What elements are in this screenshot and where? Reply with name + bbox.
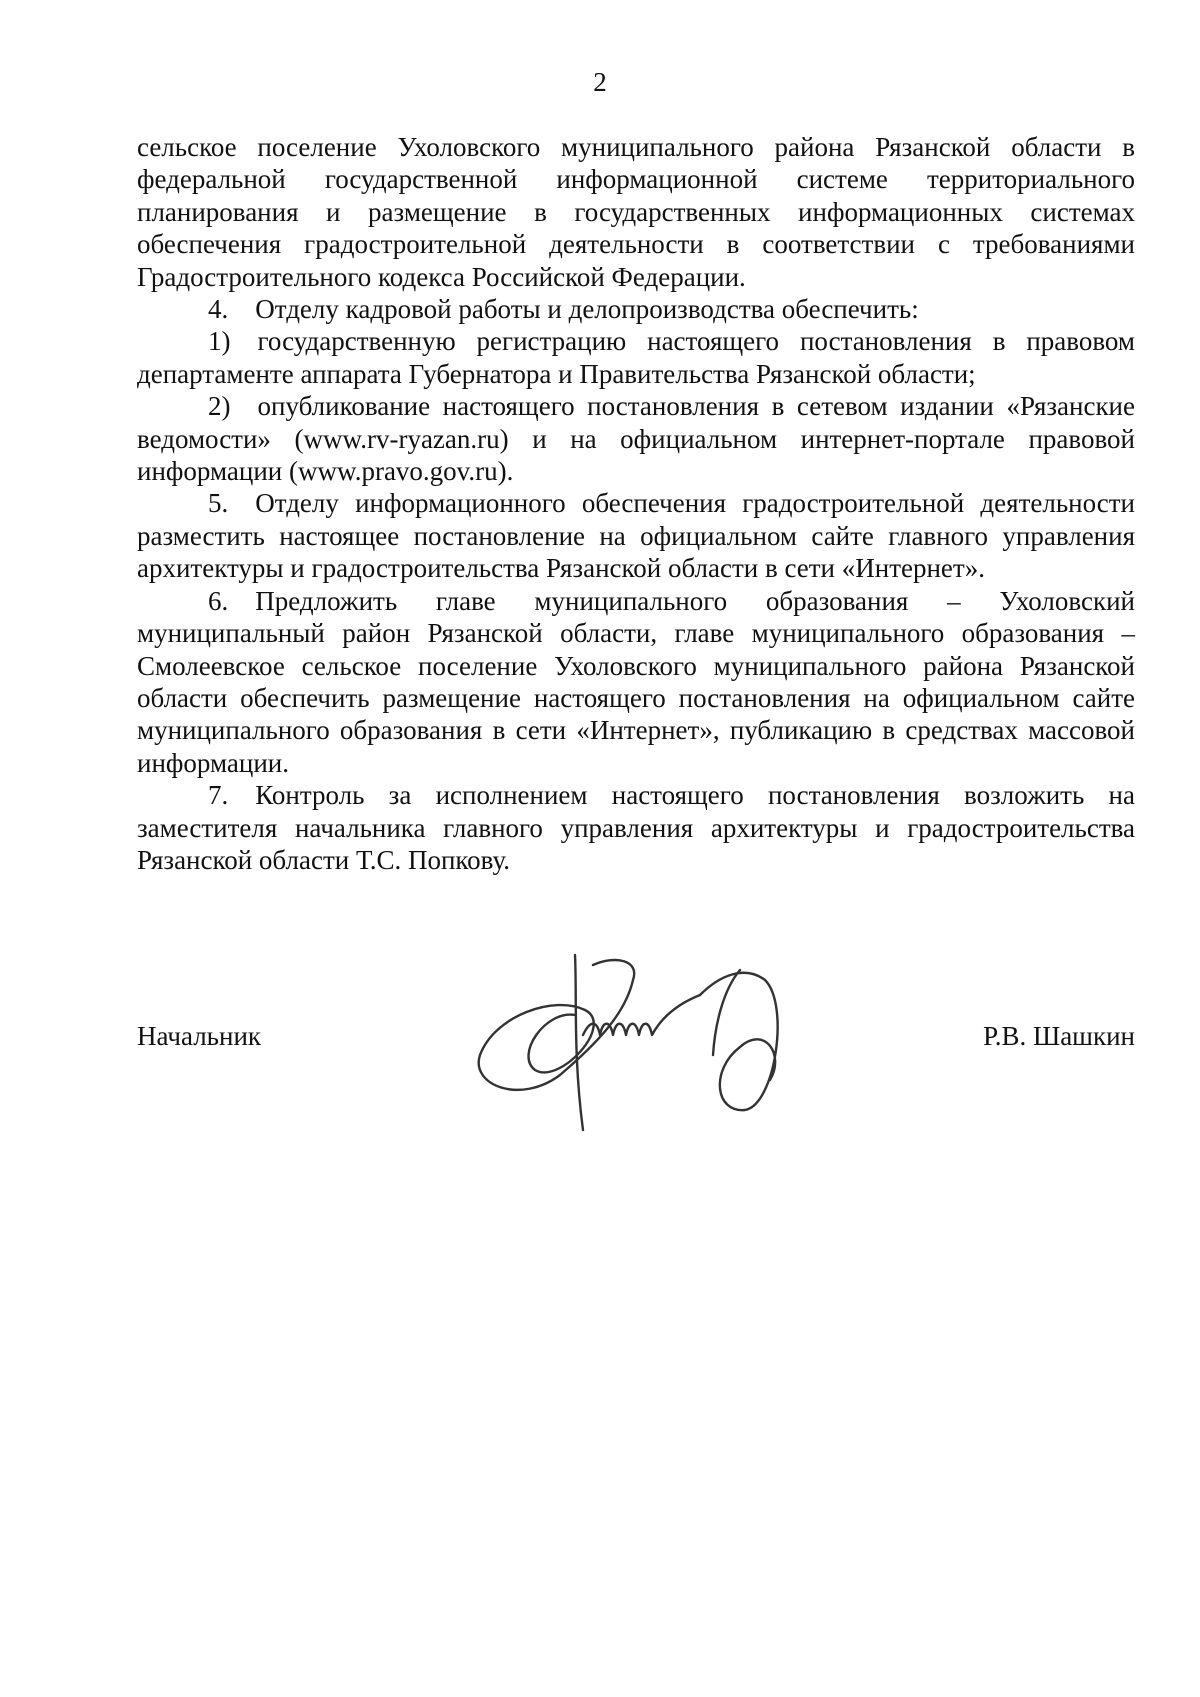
paragraph-item-5: 5. Отделу информационного обеспечения градостроительной деятельности разместить настоящее постановление на официальном сайте главного управления архитектуры и градостроительства Рязанской области в сети «Интернет».	[137, 488, 1135, 584]
page-number: 2	[593, 67, 607, 97]
paragraph-subitem-1: 1) государственную регистрацию настоящего постановления в правовом департаменте аппарата Губернатора и Правительства Рязанской области;	[137, 326, 1135, 389]
paragraph-item-4: 4. Отделу кадровой работы и делопроизводства обеспечить:	[208, 294, 919, 325]
document-body	[137, 131, 1135, 876]
signature-block	[137, 1020, 1135, 1060]
paragraph-continuation: сельское поселение Ухоловского муниципального района Рязанской области в федеральной государственной информационной системе территориального планирования и размещение в государственных информационных системах обеспечения градостроительной деятельности в соответствии с требованиями Градостроительного кодекса Российской Федерации.	[137, 132, 1135, 292]
paragraph-item-6: 6. Предложить главе муниципального образования – Ухоловский муниципальный район Рязанской области, главе муниципального образования – Смолеевское сельское поселение Ухоловского муниципального района Рязанской области обеспечить размещение настоящего постановления на официальном сайте муниципального образования в сети «Интернет», публикацию в средствах массовой информации.	[137, 585, 1135, 778]
signatory-position: Начальник	[137, 1021, 262, 1051]
paragraph-item-7: 7. Контроль за исполнением настоящего постановления возложить на заместителя начальника главного управления архитектуры и градостроительства Рязанской области Т.С. Попкову.	[137, 780, 1135, 875]
paragraph-subitem-2: 2) опубликование настоящего постановления в сетевом издании «Рязанские ведомости» (www.rv-ryazan.ru) и на официальном интернет-портале правовой информации (www.pravo.gov.ru).	[137, 391, 1135, 487]
signatory-name: Р.В. Шашкин	[983, 1021, 1135, 1051]
